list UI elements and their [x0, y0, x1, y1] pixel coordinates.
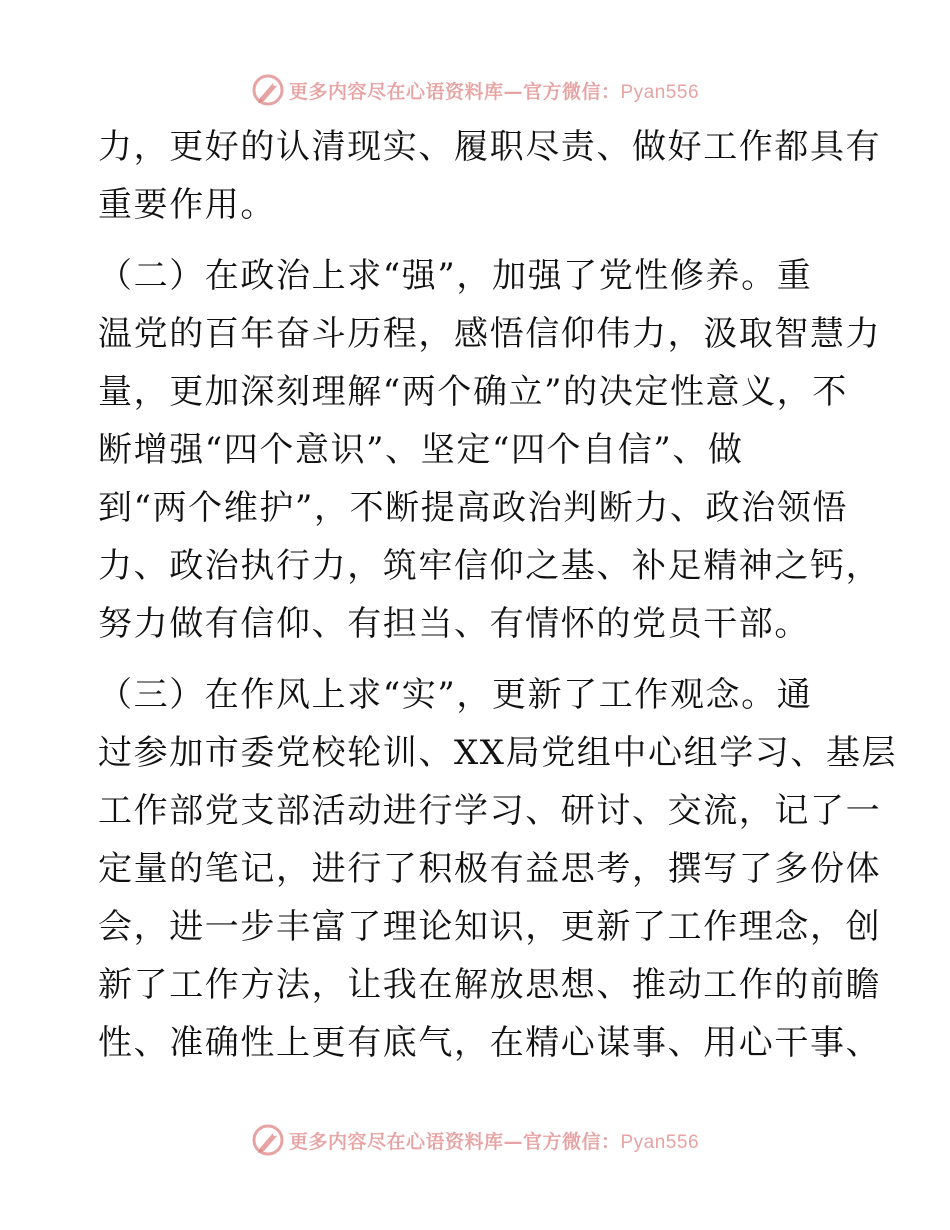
footer-watermark-id: Pyan556 — [620, 1131, 700, 1153]
text-line: 工作部党支部活动进行学习、研讨、交流，记了一 — [98, 791, 882, 831]
header-watermark-text: 更多内容尽在心语资料库—官方微信：Pyan556 — [288, 80, 700, 103]
document-body — [98, 118, 898, 1072]
paragraph-2 — [98, 247, 882, 653]
text-line: 量，更加深刻理解“两个确立”的决定性意义，不 — [98, 372, 848, 412]
pen-logo-icon — [251, 1123, 285, 1157]
text-line: 温党的百年奋斗历程，感悟信仰伟力，汲取智慧力 — [98, 314, 882, 354]
text-line: 新了工作方法，让我在解放思想、推动工作的前瞻 — [98, 965, 882, 1005]
header-watermark — [0, 70, 950, 110]
text-line: 定量的笔记，进行了积极有益思考，撰写了多份体 — [98, 849, 882, 889]
footer-watermark-text: 更多内容尽在心语资料库—官方微信：Pyan556 — [288, 1130, 700, 1153]
text-line: 过参加市委党校轮训、XX局党组中心组学习、基层 — [98, 733, 898, 773]
pen-logo-icon — [251, 73, 285, 107]
header-watermark-id: Pyan556 — [620, 81, 700, 103]
text-line: 断增强“四个意识”、坚定“四个自信”、做 — [98, 430, 744, 470]
paragraph-3 — [98, 666, 898, 1072]
text-line: 重要作用。 — [98, 185, 276, 225]
text-line: 努力做有信仰、有担当、有情怀的党员干部。 — [98, 604, 810, 644]
text-line: （二）在政治上求“强”，加强了党性修养。重 — [98, 256, 813, 296]
text-line: 到“两个维护”，不断提高政治判断力、政治领悟 — [98, 488, 848, 528]
text-line: （三）在作风上求“实”，更新了工作观念。通 — [98, 675, 813, 715]
footer-watermark — [0, 1120, 950, 1160]
text-line: 会，进一步丰富了理论知识，更新了工作理念，创 — [98, 907, 882, 947]
text-line: 性、准确性上更有底气，在精心谋事、用心干事、 — [98, 1023, 882, 1063]
paragraph-1 — [98, 118, 882, 234]
text-line: 力、政治执行力，筑牢信仰之基、补足精神之钙， — [98, 546, 882, 586]
text-line: 力，更好的认清现实、履职尽责、做好工作都具有 — [98, 127, 882, 167]
